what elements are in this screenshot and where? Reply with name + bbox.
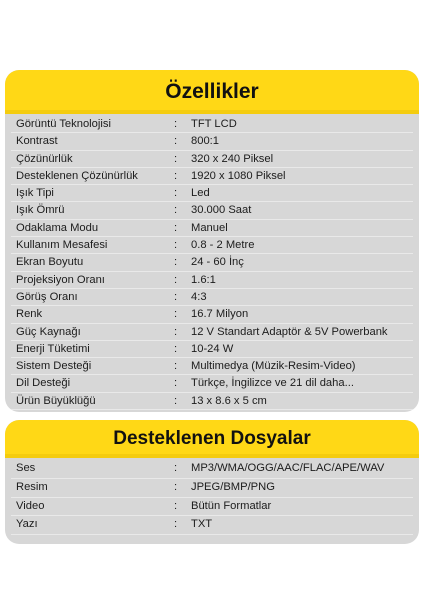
row-label: Projeksiyon Oranı (16, 273, 105, 286)
table-row (11, 306, 413, 323)
row-label: Ekran Boyutu (16, 256, 84, 269)
row-value: Multimedya (Müzik-Resim-Video) (191, 360, 356, 373)
row-value: Bütün Formatlar (191, 499, 272, 512)
row-label: Kontrast (16, 135, 58, 148)
row-value: Manuel (191, 221, 228, 234)
row-separator: : (174, 152, 178, 165)
supported-files-table (11, 460, 413, 535)
table-row (11, 498, 413, 517)
table-row (11, 272, 413, 289)
row-separator: : (174, 462, 178, 474)
row-separator: : (174, 360, 178, 373)
row-label: Dil Desteği (16, 377, 71, 390)
row-separator: : (174, 377, 178, 390)
row-value: 24 - 60 İnç (191, 256, 244, 269)
table-row (11, 116, 413, 133)
supported-files-panel (5, 420, 419, 544)
row-value: 4:3 (191, 290, 207, 303)
row-value: TXT (191, 518, 213, 531)
row-separator: : (174, 204, 178, 217)
table-row (11, 151, 413, 168)
row-separator: : (174, 169, 178, 182)
table-row (11, 460, 413, 479)
table-row (11, 393, 413, 410)
row-label: Ses (16, 462, 36, 474)
row-label: Görüntü Teknolojisi (16, 118, 111, 130)
row-separator: : (174, 342, 178, 355)
table-row (11, 341, 413, 358)
row-label: Kullanım Mesafesi (16, 239, 108, 252)
table-row (11, 185, 413, 202)
row-separator: : (174, 308, 178, 321)
row-separator: : (174, 135, 178, 148)
supported-files-title: Desteklenen Dosyalar (113, 428, 311, 449)
specifications-panel (5, 70, 419, 412)
table-row (11, 289, 413, 306)
row-label: Güç Kaynağı (16, 325, 81, 338)
row-label: Sistem Desteği (16, 360, 92, 373)
row-value: 1.6:1 (191, 273, 216, 286)
row-label: Çözünürlük (16, 152, 73, 165)
row-label: Ürün Büyüklüğü (16, 394, 96, 407)
row-value: 16.7 Milyon (191, 308, 249, 321)
row-separator: : (174, 480, 178, 493)
row-label: Resim (16, 480, 48, 493)
table-row (11, 133, 413, 150)
table-row (11, 358, 413, 375)
row-value: JPEG/BMP/PNG (191, 480, 275, 493)
row-label: Işık Tipi (16, 187, 54, 200)
row-label: Odaklama Modu (16, 221, 99, 234)
row-value: Türkçe, İngilizce ve 21 dil daha... (191, 377, 354, 390)
row-separator: : (174, 187, 178, 200)
row-label: Görüş Oranı (16, 290, 78, 303)
table-row (11, 220, 413, 237)
row-separator: : (174, 221, 178, 234)
row-label: Yazı (16, 518, 38, 531)
row-separator: : (174, 394, 178, 407)
table-row (11, 324, 413, 341)
row-value: 1920 x 1080 Piksel (191, 169, 286, 182)
row-value: Led (191, 187, 210, 200)
row-value: 12 V Standart Adaptör & 5V Powerbank (191, 325, 388, 338)
row-label: Video (16, 499, 45, 512)
row-label: Enerji Tüketimi (16, 342, 90, 355)
table-row (11, 516, 413, 535)
row-separator: : (174, 518, 178, 531)
specifications-title: Özellikler (165, 80, 259, 103)
row-value: MP3/WMA/OGG/AAC/FLAC/APE/WAV (191, 462, 385, 474)
row-value: 320 x 240 Piksel (191, 152, 274, 165)
row-separator: : (174, 273, 178, 286)
table-row (11, 479, 413, 498)
row-separator: : (174, 499, 178, 512)
row-value: TFT LCD (191, 118, 237, 130)
row-separator: : (174, 325, 178, 338)
table-row (11, 202, 413, 219)
row-value: 0.8 - 2 Metre (191, 239, 255, 252)
row-label: Desteklenen Çözünürlük (16, 169, 138, 182)
row-value: 13 x 8.6 x 5 cm (191, 394, 267, 407)
table-row (11, 254, 413, 271)
table-row (11, 168, 413, 185)
row-separator: : (174, 239, 178, 252)
row-separator: : (174, 118, 178, 130)
row-label: Işık Ömrü (16, 204, 65, 217)
row-value: 10-24 W (191, 342, 234, 355)
table-row (11, 237, 413, 254)
row-value: 30.000 Saat (191, 204, 252, 217)
row-separator: : (174, 256, 178, 269)
row-value: 800:1 (191, 135, 219, 148)
row-separator: : (174, 290, 178, 303)
table-row (11, 375, 413, 392)
row-label: Renk (16, 308, 43, 321)
specifications-table (11, 116, 413, 410)
